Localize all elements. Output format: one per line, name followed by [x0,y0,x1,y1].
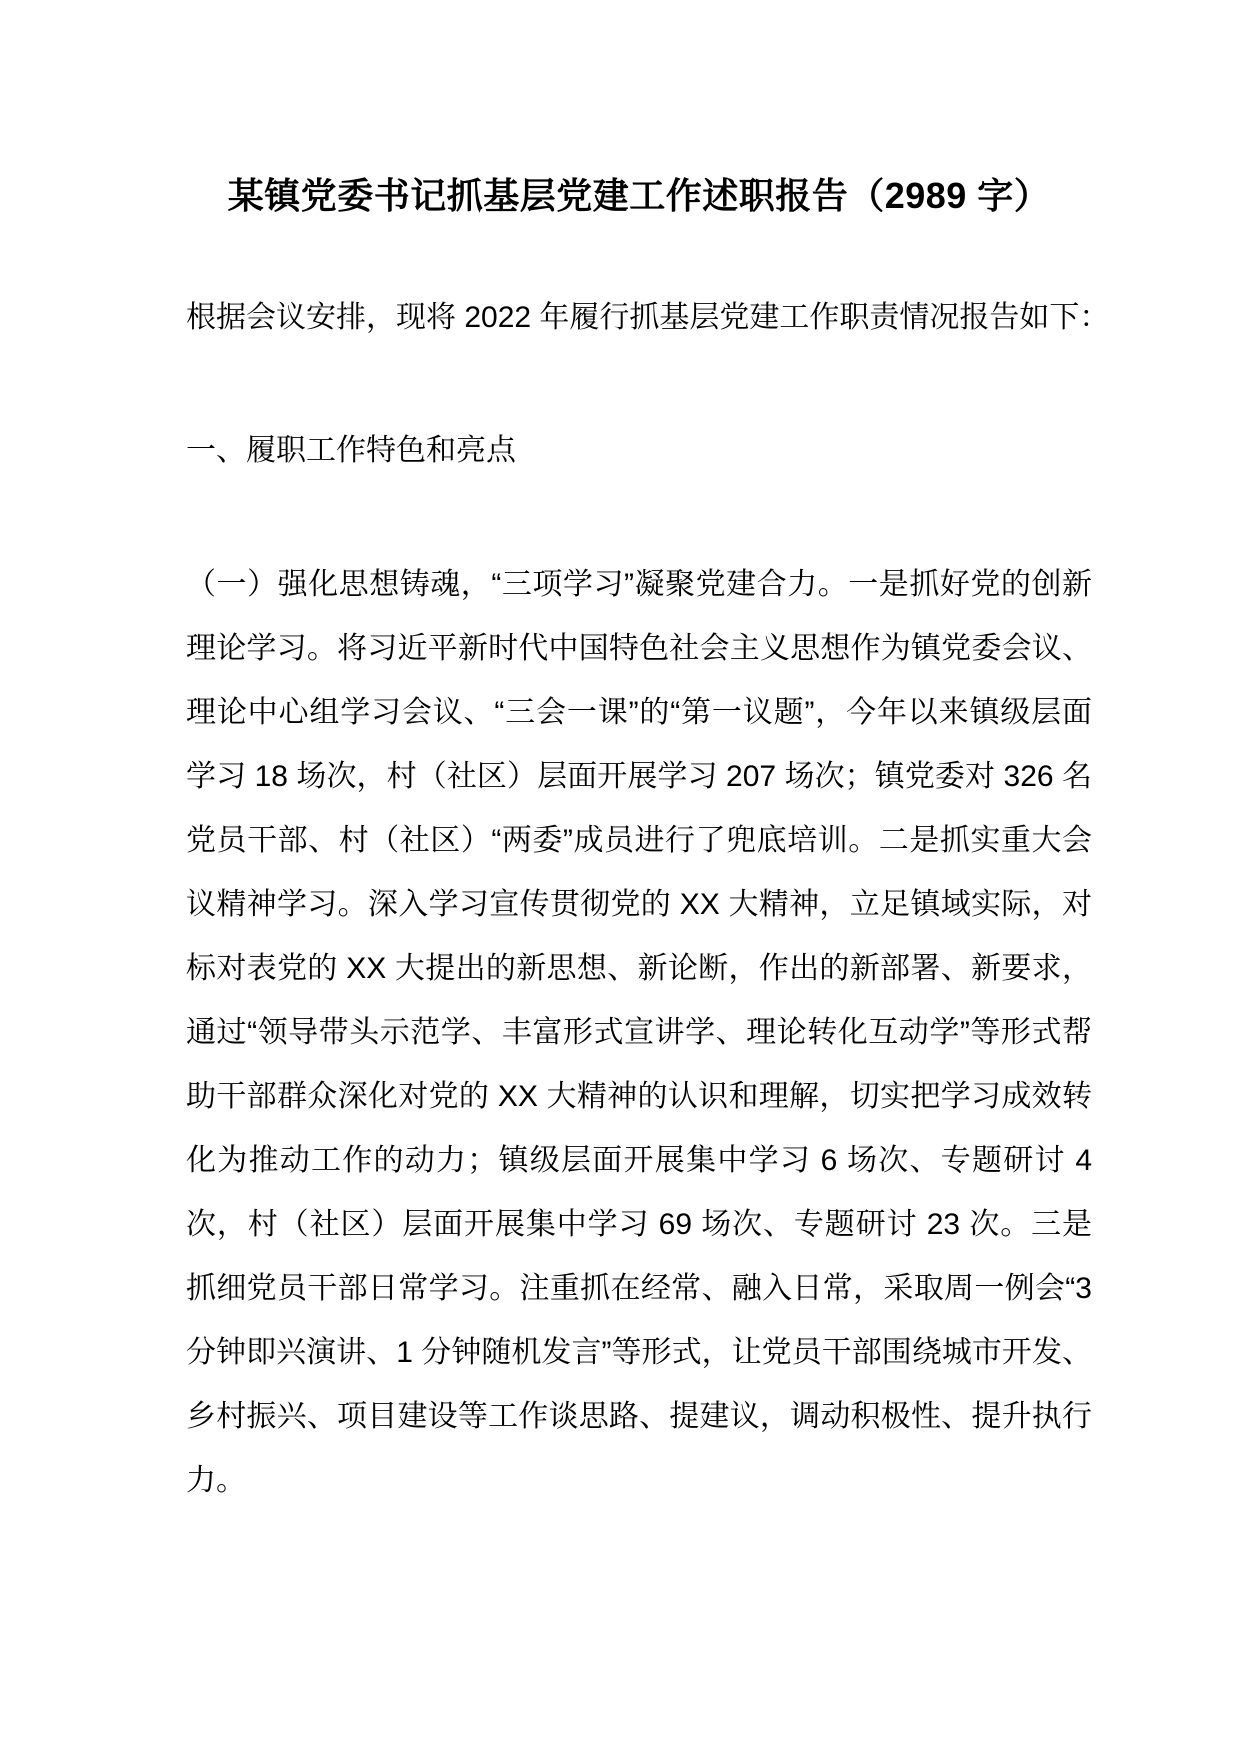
section-one-paragraph: （一）强化思想铸魂，“三项学习”凝聚党建合力。一是抓好党的创新理论学习。将习近平新时代中国特色社会主义思想作为镇党委会议、理论中心组学习会议、“三会一课”的“第一议题”，今年以来镇级层面学习 18 场次，村（社区）层面开展学习 207 场次；镇党委对 326 名党员干部、村（社区）“两委”成员进行了兜底培训。二是抓实重大会议精神学习。深入学习宣传贯彻党的 XX 大精神，立足镇域实际，对标对表党的 XX 大提出的新思想、新论断，作出的新部署、新要求，通过“领导带头示范学、丰富形式宣讲学、理论转化互动学”等形式帮助干部群众深化对党的 XX 大精神的认识和理解，切实把学习成效转化为推动工作的动力；镇级层面开展集中学习 6 场次、专题研讨 4 次，村（社区）层面开展集中学习 69 场次、专题研讨 23 次。三是抓细党员干部日常学习。注重抓在经常、融入日常，采取周一例会“3 分钟即兴演讲、1 分钟随机发言”等形式，让党员干部围绕城市开发、乡村振兴、项目建设等工作谈思路、提建议，调动积极性、提升执行力。 [186,568,1092,1497]
section-one-heading: 一、履职工作特色和亮点 [186,434,516,467]
intro-paragraph: 根据会议安排，现将 2022 年履行抓基层党建工作职责情况报告如下： [186,301,1110,334]
document-title: 某镇党委书记抓基层党建工作述职报告（2989 字） [227,175,1051,216]
